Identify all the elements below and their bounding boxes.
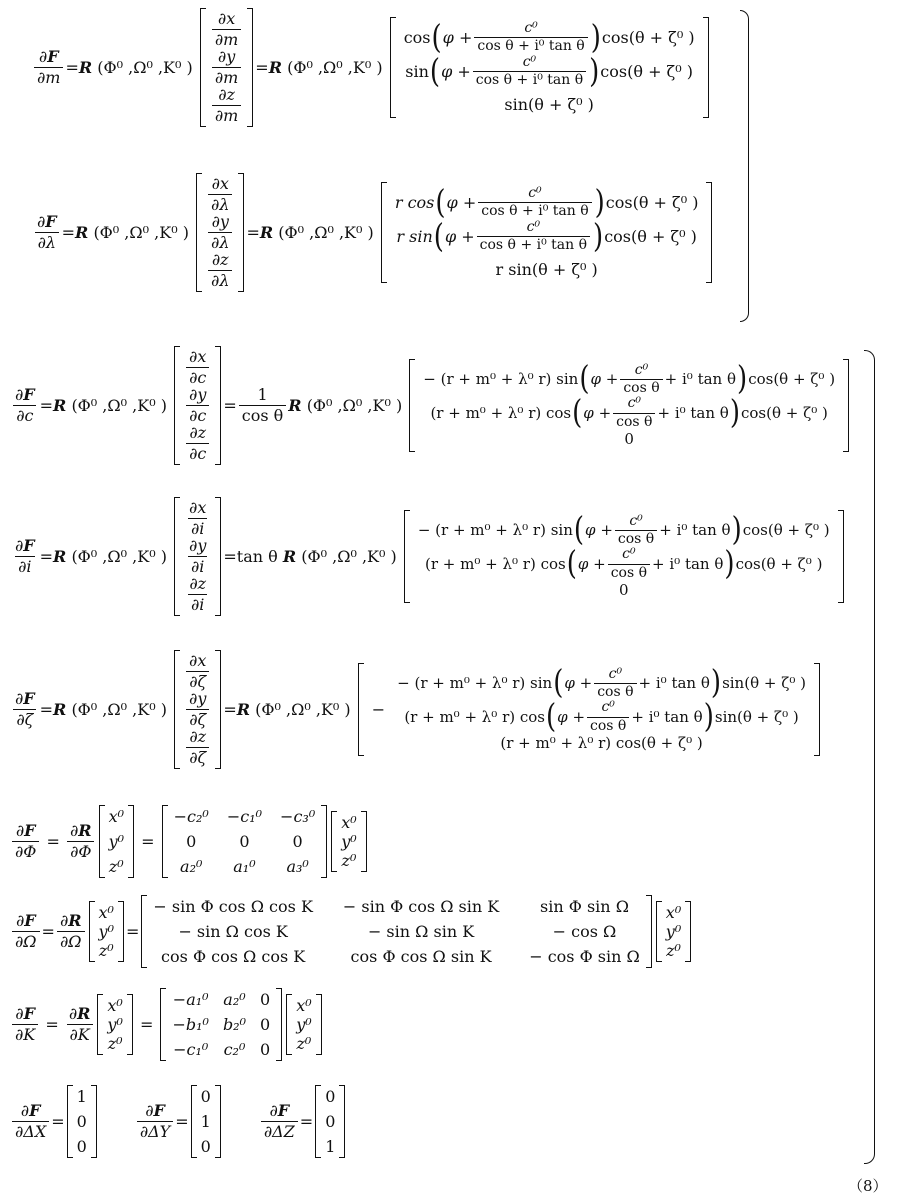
eq-dF-di: $\frac{\partial F}{\partial i}$ = R (Φ⁰ ,Ω⁰ ,K⁰ ) $\frac{\partial x}{\partial i}$ $\frac{\partial y}{\partial i}$ $\frac{\partial z}{\partial i}$ = tan θ R (Φ⁰ ,Ω⁰ ,K⁰ ) − (r + m⁰ + λ⁰ r) sin ( φ + $\frac{\text{c⁰}}{\text{cos θ}}$ + i⁰ tan θ ) cos(θ + ζ⁰ ) (r + m⁰ + λ⁰ r) cos ( φ + $\frac{\text{c⁰}}{\text{cos θ}}$ + i⁰ tan θ ) cos(θ + ζ⁰ ) 0: [10, 497, 902, 616]
eq-dF-dPhi: $\frac{\partial F}{\partial\Phi}$ = $\frac{\partial R}{\partial\Phi}$ x⁰ y⁰ z⁰ = −c₂⁰ −c₁⁰ −c₃⁰ 0 0 0 a₂⁰ a₁⁰ a₃⁰ x⁰ y⁰ z⁰: [10, 805, 902, 878]
brace-group-2: [864, 350, 875, 1164]
eq-dF-dOmega: $\frac{\partial F}{\partial\Omega}$ = $\frac{\partial R}{\partial\Omega}$ x⁰ y⁰ z⁰ = − sin Φ cos Ω cos K − sin Φ cos Ω sin K sin Φ sin Ω − sin Ω cos K − sin Ω sin K − cos Ω cos Φ cos Ω cos K cos Φ cos Ω sin K − cos Φ sin Ω x⁰ y⁰ z⁰: [10, 895, 902, 968]
equation-number: （8）: [848, 1177, 888, 1195]
eq-dF-dzeta: $\frac{\partial F}{\partial\zeta}$ = R (Φ⁰ ,Ω⁰ ,K⁰ ) $\frac{\partial x}{\partial\zeta}$ $\frac{\partial y}{\partial\zeta}$ $\frac{\partial z}{\partial\zeta}$ = R (Φ⁰ ,Ω⁰ ,K⁰ ) − − (r + m⁰ + λ⁰ r) sin ( φ + $\frac{\text{c⁰}}{\text{cos θ}}$ + i⁰ tan θ ) sin(θ + ζ⁰ ) (r + m⁰ + λ⁰ r) cos ( φ + $\frac{\text{c⁰}}{\text{cos θ}}$ + i⁰ tan θ ) sin(θ + ζ⁰ ) (r + m⁰ + λ⁰ r) cos(θ + ζ⁰ ): [10, 650, 902, 769]
eq-dF-dTranslation: $\frac{\partial F}{\partial\Delta X}$ = 1 0 0 $\frac{\partial F}{\partial\Delta Y}$ = 0 1 0 $\frac{\partial F}{\partial\Delta Z}$ = 0 0 1: [10, 1085, 902, 1158]
eq-dF-dlambda: $\frac{\partial F}{\partial\lambda}$ = R (Φ⁰ ,Ω⁰ ,K⁰ ) $\frac{\partial x}{\partial\lambda}$ $\frac{\partial y}{\partial\lambda}$ $\frac{\partial z}{\partial\lambda}$ = R (Φ⁰ ,Ω⁰ ,K⁰ ) r cos ( φ + $\frac{\text{c⁰}}{\text{cos θ + i⁰ tan θ}}$ ) cos(θ + ζ⁰ ) r sin ( φ + $\frac{\text{c⁰}}{\text{cos θ + i⁰ tan θ}}$ ) cos(θ + ζ⁰ ) r sin(θ + ζ⁰ ): [32, 173, 902, 292]
brace-group-1: [740, 10, 749, 322]
rhs-vector: cos ( φ + $\frac{\text{c⁰}}{\text{cos θ + i⁰ tan θ}}$ ) cos(θ + ζ⁰ ) sin ( φ + $\frac{\text{c⁰}}{\text{cos θ + i⁰ tan θ}}$ ) cos(θ + ζ⁰ ) sin(θ + ζ⁰ ): [390, 17, 709, 118]
eq-dF-dm: $\frac{\partial F}{\partial m}$ = R (Φ⁰ ,Ω⁰ ,K⁰ ) $\frac{\partial x}{\partial m}$ $\frac{\partial y}{\partial m}$ $\frac{\partial z}{\partial m}$ = R (Φ⁰ ,Ω⁰ ,K⁰ ) cos ( φ + $\frac{\text{c⁰}}{\text{cos θ + i⁰ tan θ}}$ ) cos(θ + ζ⁰ ) sin ( φ + $\frac{\text{c⁰}}{\text{cos θ + i⁰ tan θ}}$ ) cos(θ + ζ⁰ ) sin(θ + ζ⁰ ): [32, 8, 902, 127]
eq-dF-dK: $\frac{\partial F}{\partial K}$ = $\frac{\partial R}{\partial K}$ x⁰ y⁰ z⁰ = −a₁⁰ a₂⁰ 0 −b₁⁰ b₂⁰ 0 −c₁⁰ c₂⁰ 0 x⁰ y⁰ z⁰: [10, 988, 902, 1061]
eq-dF-dc: $\frac{\partial F}{\partial c}$ = R (Φ⁰ ,Ω⁰ ,K⁰ ) $\frac{\partial x}{\partial c}$ $\frac{\partial y}{\partial c}$ $\frac{\partial z}{\partial c}$ = $\frac{1}{\text{cos θ}}$ R (Φ⁰ ,Ω⁰ ,K⁰ ) − (r + m⁰ + λ⁰ r) sin ( φ + $\frac{\text{c⁰}}{\text{cos θ}}$ + i⁰ tan θ ) cos(θ + ζ⁰ ) (r + m⁰ + λ⁰ r) cos ( φ + $\frac{\text{c⁰}}{\text{cos θ}}$ + i⁰ tan θ ) cos(θ + ζ⁰ ) 0: [10, 346, 902, 465]
partial-vector: $\frac{\partial x}{\partial m}$ $\frac{\partial y}{\partial m}$ $\frac{\partial z}{\partial m}$: [200, 8, 253, 127]
frac-dF-dm: $\frac{\partial F}{\partial m}$: [34, 48, 63, 86]
